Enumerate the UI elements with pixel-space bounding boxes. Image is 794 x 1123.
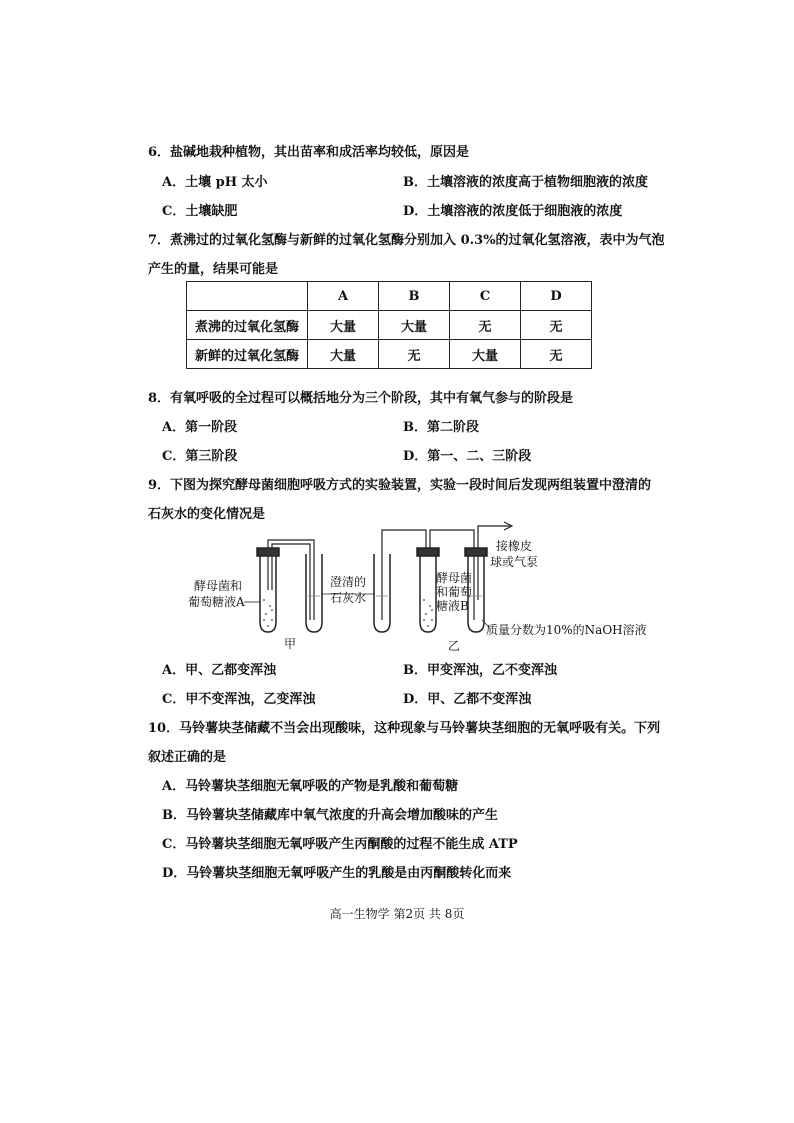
- q7-table-cell: 无: [521, 311, 592, 340]
- test-tube-b: [420, 554, 436, 632]
- q7-table-corner: [187, 282, 308, 311]
- label-jia: 甲: [284, 637, 297, 651]
- page-footer: 高一生物学 第2页 共 8页: [329, 907, 465, 921]
- q7-table-cell: 大量: [308, 340, 379, 369]
- q7-table-row-label: 新鲜的过氧化氢酶: [187, 340, 308, 369]
- q7-table-header-d: D: [521, 282, 592, 311]
- label-yeast-b-line2: 和葡萄: [436, 585, 473, 599]
- q7-table-cell: 无: [521, 340, 592, 369]
- q7-stem-line2: 产生的量，结果可能是: [148, 262, 279, 277]
- q9-stem-line1: 9．下图为探究酵母菌细胞呼吸方式的实验装置，实验一段时间后发现两组装置中澄清的: [148, 478, 652, 493]
- q7-table: [186, 281, 592, 369]
- stopper-a: [257, 548, 279, 556]
- q8-option-d: D．第一、二、三阶段: [403, 449, 532, 464]
- q7-table-row: [187, 340, 592, 369]
- q6-option-d: D．土壤溶液的浓度低于细胞液的浓度: [403, 204, 623, 219]
- q8-stem: 8．有氧呼吸的全过程可以概括地分为三个阶段，其中有氧气参与的阶段是: [148, 391, 574, 406]
- q10-option-b: B．马铃薯块茎储藏库中氧气浓度的升高会增加酸味的产生: [162, 808, 498, 823]
- q9-option-a: A．甲、乙都变浑浊: [162, 663, 277, 678]
- label-yeast-b-line1: 酵母菌: [436, 571, 473, 585]
- q7-table-cell: 大量: [308, 311, 379, 340]
- label-bulb-line2: 球或气泵: [490, 555, 539, 569]
- label-bulb-line1: 接橡皮: [496, 539, 533, 553]
- label-naoh: 质量分数为10%的NaOH溶液: [486, 623, 647, 637]
- label-yeast-a-line1: 酵母菌和: [194, 579, 243, 593]
- q7-table-cell: 无: [379, 340, 450, 369]
- label-yeast-b-line3: 糖液B: [436, 599, 469, 613]
- stopper-naoh: [465, 548, 487, 556]
- q8-option-c: C．第三阶段: [162, 449, 238, 464]
- q7-table-header-row: [187, 282, 592, 311]
- label-yeast-a-line2: 葡萄糖液A: [188, 595, 245, 609]
- q6-option-c: C．土壤缺肥: [162, 204, 238, 219]
- q8-option-a: A．第一阶段: [162, 420, 238, 435]
- q6-option-a: A．土壤 pH 太小: [162, 175, 268, 190]
- q7-table-row: [187, 311, 592, 340]
- q10-stem-line1: 10．马铃薯块茎储藏不当会出现酸味，这种现象与马铃薯块茎细胞的无氧呼吸有关。下列: [148, 721, 661, 736]
- q7-table-cell: 大量: [450, 340, 521, 369]
- q7-table-cell: 大量: [379, 311, 450, 340]
- q9-apparatus-figure: [180, 520, 660, 654]
- q8-option-b: B．第二阶段: [403, 420, 479, 435]
- q10-stem-line2: 叙述正确的是: [148, 750, 227, 765]
- q7-stem-line1: 7．煮沸过的过氧化氢酶与新鲜的过氧化氢酶分别加入 0.3%的过氧化氢溶液，表中为气泡: [148, 233, 665, 248]
- q9-option-b: B．甲变浑浊，乙不变浑浊: [403, 663, 557, 678]
- q9-option-c: C．甲不变浑浊，乙变浑浊: [162, 692, 316, 707]
- q9-option-d: D．甲、乙都不变浑浊: [403, 692, 532, 707]
- q7-table-header-b: B: [379, 282, 450, 311]
- q9-stem-line2: 石灰水的变化情况是: [148, 507, 266, 522]
- q6-option-b: B．土壤溶液的浓度高于植物细胞液的浓度: [403, 175, 648, 190]
- q10-option-a: A．马铃薯块茎细胞无氧呼吸的产物是乳酸和葡萄糖: [162, 779, 459, 794]
- q6-stem: 6．盐碱地栽种植物，其出苗率和成活率均较低，原因是: [148, 145, 470, 160]
- q7-table-header-a: A: [308, 282, 379, 311]
- q7-table-cell: 无: [450, 311, 521, 340]
- q10-option-d: D．马铃薯块茎细胞无氧呼吸产生的乳酸是由丙酮酸转化而来: [162, 866, 512, 881]
- q7-table-row-label: 煮沸的过氧化氢酶: [187, 311, 308, 340]
- q10-option-c: C．马铃薯块茎细胞无氧呼吸产生丙酮酸的过程不能生成 ATP: [162, 837, 518, 852]
- label-limewater-line2: 石灰水: [330, 591, 367, 605]
- stopper-b: [417, 548, 439, 556]
- label-limewater-line1: 澄清的: [330, 575, 367, 589]
- q7-table-header-c: C: [450, 282, 521, 311]
- label-yi: 乙: [448, 639, 461, 653]
